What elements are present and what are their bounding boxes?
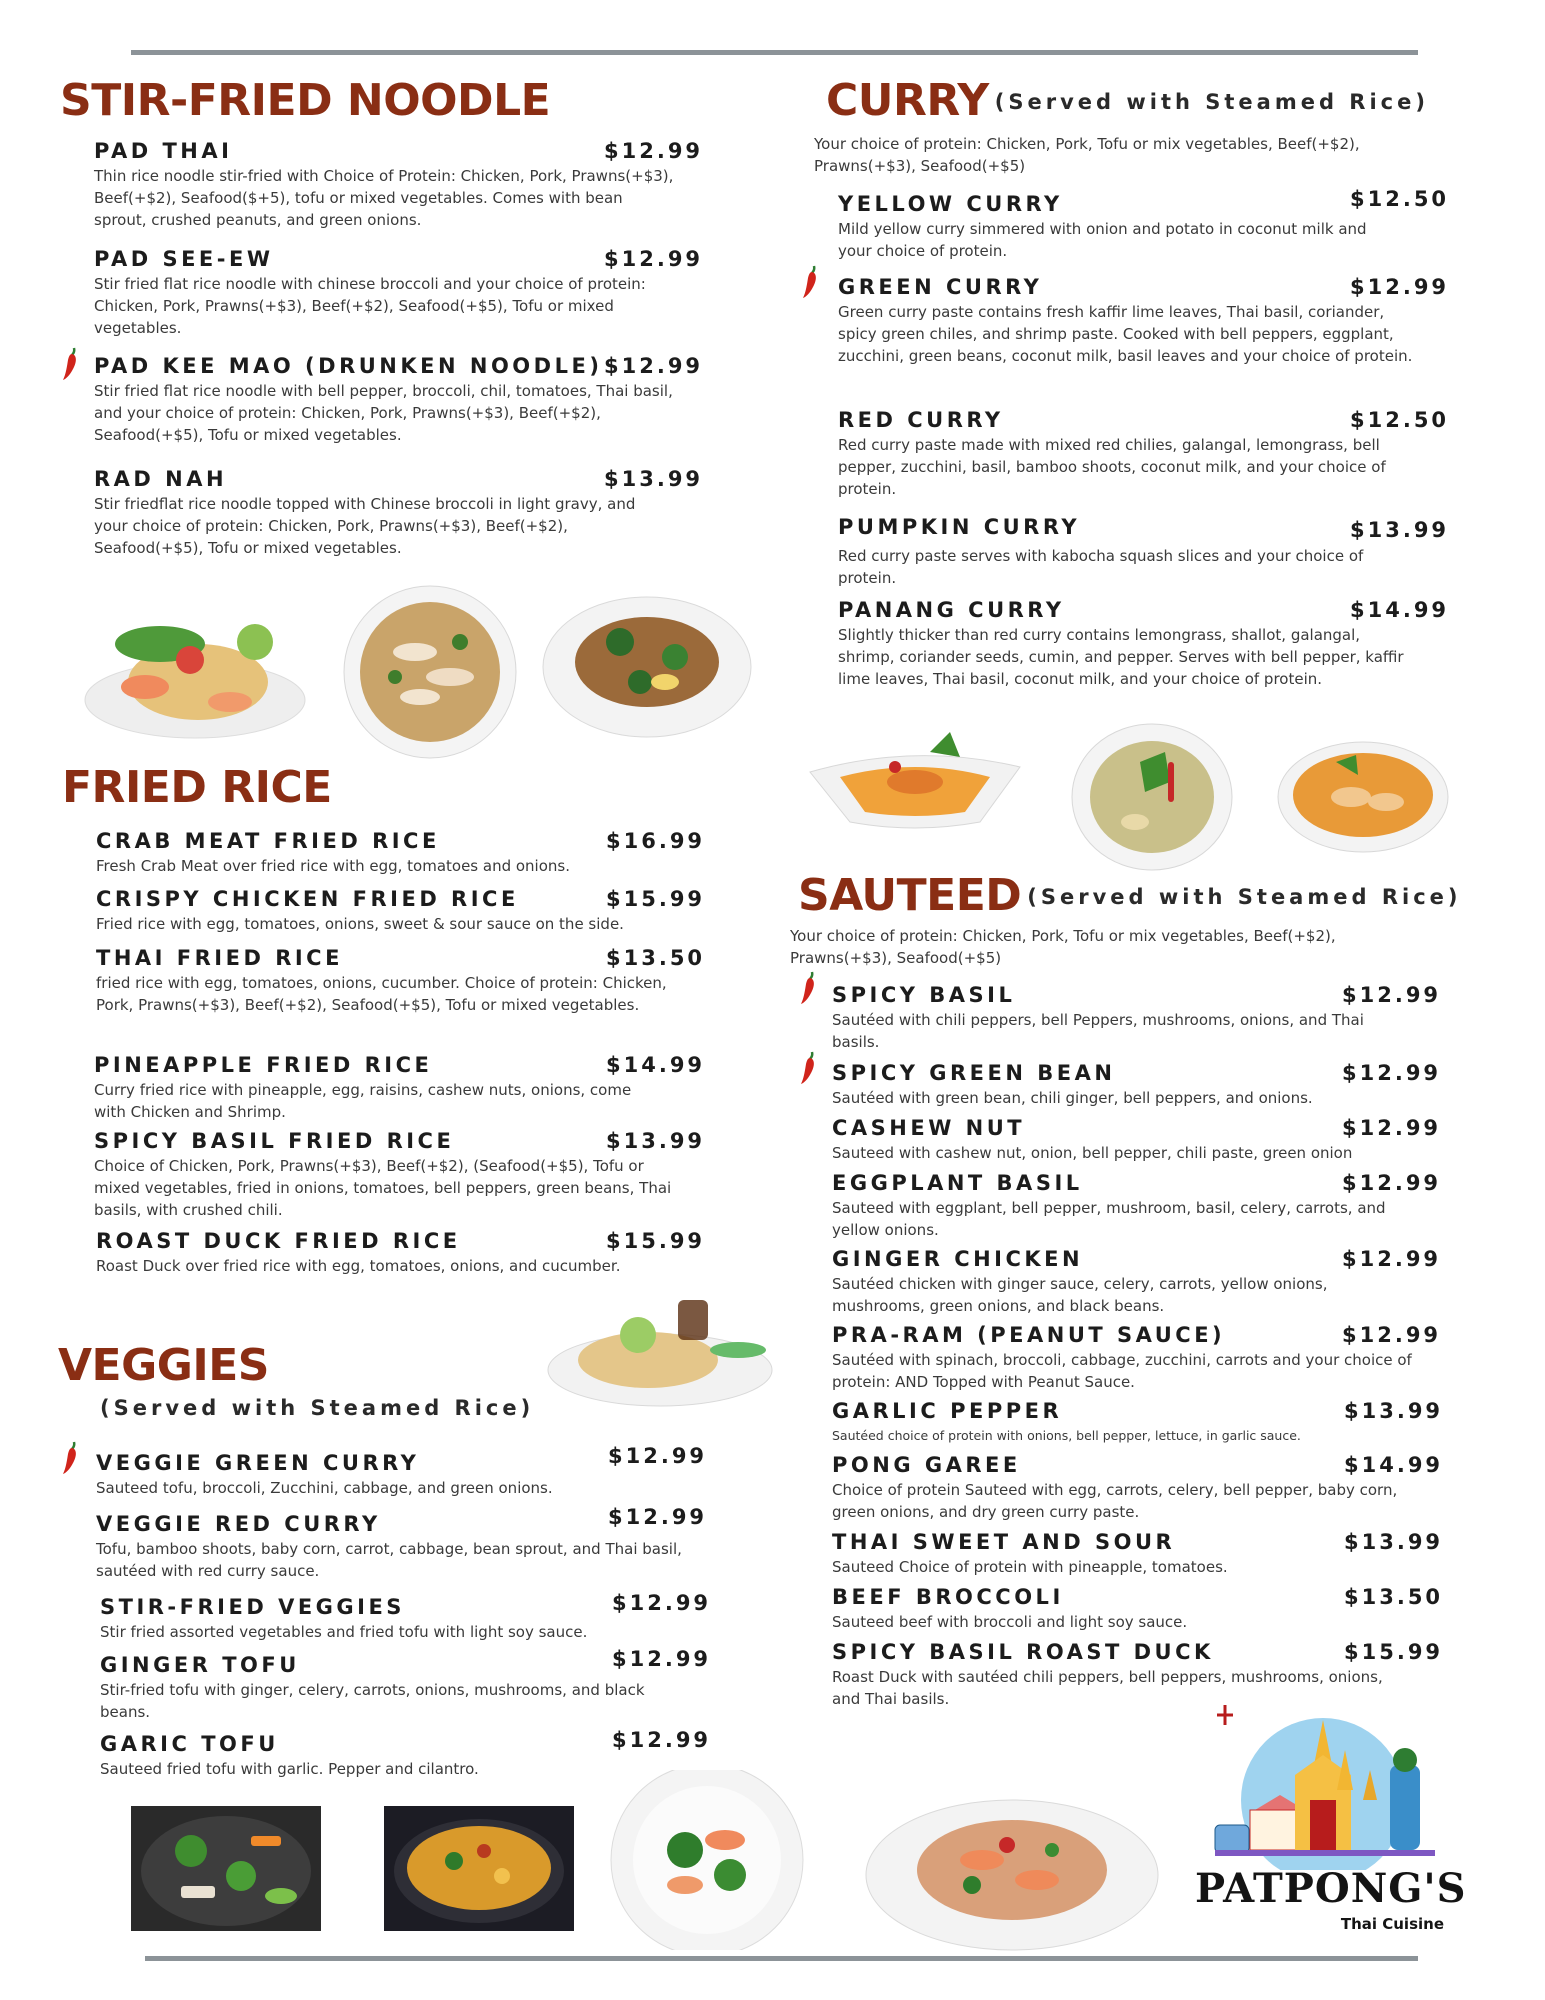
item-description: Slightly thicker than red curry contains lemongrass, shallot, galangal, shrimp, coriander seeds, cumin, and pepper. Serves with bell pepper, kaffir lime leaves, Thai basil, coconut milk, and your choice of protein. <box>838 626 1404 688</box>
panang-curry-photo <box>800 722 1030 837</box>
shrimp-broccoli-photo <box>605 1770 810 1950</box>
item-name: PUMPKIN CURRY <box>838 515 1081 539</box>
item-description: Mild yellow curry simmered with onion and potato in coconut milk and your choice of protein. <box>838 220 1367 260</box>
sauteed-title-text: SAUTEED <box>798 870 1022 921</box>
item-name: BEEF BROCCOLI <box>832 1585 1064 1609</box>
item-description: Fresh Crab Meat over fried rice with egg, tomatoes and onions. <box>96 857 570 875</box>
veggie-red-curry-photo <box>384 1806 574 1931</box>
item-price: $12.50 <box>1350 187 1450 211</box>
item-price: $13.99 <box>606 1129 706 1153</box>
item-description: Thin rice noodle stir-fried with Choice of Protein: Chicken, Pork, Prawns(+$3), Beef(+$2), Seafood($+5), tofu or mixed vegetables. Comes with bean sprout, crushed peanuts, and green onions. <box>94 167 674 229</box>
item-description: Stir-fried tofu with ginger, celery, carrots, onions, mushrooms, and black beans. <box>100 1681 645 1721</box>
item-price: $12.99 <box>1342 1323 1442 1347</box>
item-name: PINEAPPLE FRIED RICE <box>94 1053 433 1077</box>
curry-title-text: CURRY <box>826 75 989 126</box>
item-name: THAI FRIED RICE <box>96 946 343 970</box>
item-price: $12.99 <box>1342 1247 1442 1271</box>
rad-nah-squid-photo <box>340 582 520 762</box>
item-price: $12.99 <box>1342 1171 1442 1195</box>
chili-spicy-icon <box>60 346 82 382</box>
item-description: Sautéed with spinach, broccoli, cabbage, zucchini, carrots and your choice of protein: AND Topped with Peanut Sauce. <box>832 1351 1412 1391</box>
item-price: $15.99 <box>1344 1640 1444 1664</box>
spicy-seafood-photo <box>862 1790 1162 1955</box>
item-description: Sauteed with cashew nut, onion, bell pepper, chili paste, green onion <box>832 1144 1353 1162</box>
item-description: fried rice with egg, tomatoes, onions, cucumber. Choice of protein: Chicken, Pork, Prawns(+$3), Beef(+$2), Seafood(+$5), Tofu or mixed vegetables. <box>96 974 667 1014</box>
item-name: CRAB MEAT FRIED RICE <box>96 829 440 853</box>
item-name: GARIC TOFU <box>100 1732 279 1756</box>
curry-intro: Your choice of protein: Chicken, Pork, Tofu or mix vegetables, Beef(+$2), Prawns(+$3), Seafood(+$5) <box>814 135 1360 175</box>
item-price: $12.99 <box>1350 275 1450 299</box>
veggies-title: VEGGIES <box>58 1340 269 1391</box>
item-price: $12.99 <box>1342 983 1442 1007</box>
item-description: Red curry paste made with mixed red chilies, galangal, lemongrass, bell pepper, zucchini, basil, bamboo shoots, coconut milk, and your choice of protein. <box>838 436 1386 498</box>
item-description: Roast Duck over fried rice with egg, tomatoes, onions, and cucumber. <box>96 1257 621 1275</box>
item-price: $13.50 <box>1344 1585 1444 1609</box>
item-description: Stir fried flat rice noodle with chinese broccoli and your choice of protein: Chicken, Pork, Prawns(+$3), Beef(+$2), Seafood(+$5), Tofu or mixed vegetables. <box>94 275 646 337</box>
item-description: Roast Duck with sautéed chili peppers, bell peppers, mushrooms, onions, and Thai basils. <box>832 1668 1383 1708</box>
item-description: Fried rice with egg, tomatoes, onions, sweet & sour sauce on the side. <box>96 915 624 933</box>
item-description: Sauteed Choice of protein with pineapple, tomatoes. <box>832 1558 1228 1576</box>
item-description: Sautéed with chili peppers, bell Peppers, mushrooms, onions, and Thai basils. <box>832 1011 1364 1051</box>
veggies-subtitle: (Served with Steamed Rice) <box>100 1396 535 1420</box>
item-price: $12.99 <box>604 354 704 378</box>
item-price: $13.99 <box>1350 518 1450 542</box>
item-price: $13.99 <box>1344 1530 1444 1554</box>
item-description: Curry fried rice with pineapple, egg, raisins, cashew nuts, onions, come with Chicken and Shrimp. <box>94 1081 632 1121</box>
item-description: Green curry paste contains fresh kaffir lime leaves, Thai basil, coriander, spicy green chiles, and shrimp paste. Cooked with bell peppers, eggplant, zucchini, green beans, coconut milk, basil leaves and your choice of protein. <box>838 303 1413 365</box>
item-price: $12.99 <box>612 1591 712 1615</box>
item-description: Sautéed with green bean, chili ginger, bell peppers, and onions. <box>832 1089 1313 1107</box>
item-description: Red curry paste serves with kabocha squash slices and your choice of protein. <box>838 547 1364 587</box>
item-name: YELLOW CURRY <box>838 192 1063 216</box>
brand-subtitle: Thai Cuisine <box>1340 1915 1444 1933</box>
item-name: VEGGIE RED CURRY <box>96 1512 381 1536</box>
stir-fried-veggies-photo <box>131 1806 321 1931</box>
item-price: $15.99 <box>606 887 706 911</box>
item-name: ROAST DUCK FRIED RICE <box>96 1229 461 1253</box>
item-name: RAD NAH <box>94 467 228 491</box>
item-name: PAD KEE MAO (DRUNKEN NOODLE) <box>94 354 603 378</box>
chili-spicy-icon <box>60 1440 82 1476</box>
item-name: CASHEW NUT <box>832 1116 1026 1140</box>
item-name: STIR-FRIED VEGGIES <box>100 1595 405 1619</box>
item-description: Sauteed with eggplant, bell pepper, mushroom, basil, celery, carrots, and yellow onions. <box>832 1199 1386 1239</box>
item-description: Tofu, bamboo shoots, baby corn, carrot, cabbage, bean sprout, and Thai basil, sautéed with red curry sauce. <box>96 1540 682 1580</box>
item-price: $13.99 <box>604 467 704 491</box>
item-description: Stir fried assorted vegetables and fried tofu with light soy sauce. <box>100 1623 588 1641</box>
item-name: PANANG CURRY <box>838 598 1065 622</box>
curry-served-note: (Served with Steamed Rice) <box>994 90 1429 114</box>
item-name: SPICY BASIL <box>832 983 1016 1007</box>
item-name: SPICY GREEN BEAN <box>832 1061 1116 1085</box>
item-name: PAD THAI <box>94 139 233 163</box>
item-name: GREEN CURRY <box>838 275 1043 299</box>
item-description: Sautéed chicken with ginger sauce, celery, carrots, yellow onions, mushrooms, green onions, and black beans. <box>832 1275 1328 1315</box>
item-price: $13.99 <box>1344 1399 1444 1423</box>
item-description: Sauteed fried tofu with garlic. Pepper and cilantro. <box>100 1760 479 1778</box>
item-name: SPICY BASIL FRIED RICE <box>94 1129 455 1153</box>
item-price: $12.99 <box>1342 1061 1442 1085</box>
chili-spicy-icon <box>800 264 822 300</box>
green-curry-photo <box>1070 722 1235 872</box>
item-name: PONG GAREE <box>832 1453 1021 1477</box>
item-name: GINGER CHICKEN <box>832 1247 1084 1271</box>
item-name: GARLIC PEPPER <box>832 1399 1063 1423</box>
fried-rice-shrimp-photo <box>80 582 310 742</box>
noodle-title: STIR-FRIED NOODLE <box>60 75 551 126</box>
item-description: Choice of protein Sauteed with egg, carrots, celery, bell pepper, baby corn, green onions, and dry green curry paste. <box>832 1481 1398 1521</box>
brand-name: PATPONG'S <box>1195 1865 1467 1912</box>
item-price: $14.99 <box>1344 1453 1444 1477</box>
item-price: $12.99 <box>604 139 704 163</box>
fried-rice-plate-photo <box>543 1290 778 1410</box>
item-price: $12.50 <box>1350 408 1450 432</box>
item-name: CRISPY CHICKEN FRIED RICE <box>96 887 519 911</box>
item-description: Stir friedflat rice noodle topped with Chinese broccoli in light gravy, and your choice of protein: Chicken, Pork, Prawns(+$3), Beef(+$2), Seafood(+$5), Tofu or mixed vegetables. <box>94 495 636 557</box>
curry-title <box>826 75 1429 128</box>
item-price: $15.99 <box>606 1229 706 1253</box>
item-description: Sautéed choice of protein with onions, bell pepper, lettuce, in garlic sauce. <box>832 1428 1301 1443</box>
item-price: $16.99 <box>606 829 706 853</box>
temple-illustration <box>1195 1700 1450 1870</box>
item-description: Stir fried flat rice noodle with bell pepper, broccoli, chil, tomatoes, Thai basil, and your choice of protein: Chicken, Pork, Prawns(+$3), Beef(+$2), Seafood(+$5), Tofu or mixed vegetables. <box>94 382 673 444</box>
chili-spicy-icon <box>798 1050 820 1086</box>
top-rule <box>131 50 1418 55</box>
chili-spicy-icon <box>798 970 820 1006</box>
item-name: SPICY BASIL ROAST DUCK <box>832 1640 1214 1664</box>
item-price: $14.99 <box>606 1053 706 1077</box>
item-name: PRA-RAM (PEANUT SAUCE) <box>832 1323 1226 1347</box>
item-price: $12.99 <box>604 247 704 271</box>
item-price: $12.99 <box>612 1728 712 1752</box>
item-price: $12.99 <box>1342 1116 1442 1140</box>
item-price: $13.50 <box>606 946 706 970</box>
item-price: $12.99 <box>608 1505 708 1529</box>
red-curry-bowl-photo <box>1276 737 1451 867</box>
pad-see-ew-photo <box>540 582 755 742</box>
item-name: RED CURRY <box>838 408 1004 432</box>
item-name: THAI SWEET AND SOUR <box>832 1530 1176 1554</box>
item-name: EGGPLANT BASIL <box>832 1171 1083 1195</box>
item-name: VEGGIE GREEN CURRY <box>96 1451 420 1475</box>
item-description: Sauteed tofu, broccoli, Zucchini, cabbage, and green onions. <box>96 1479 553 1497</box>
sauteed-intro: Your choice of protein: Chicken, Pork, Tofu or mix vegetables, Beef(+$2), Prawns(+$3), Seafood(+$5) <box>790 927 1336 967</box>
item-name: PAD SEE-EW <box>94 247 274 271</box>
sauteed-title <box>798 870 1461 923</box>
item-price: $14.99 <box>1350 598 1450 622</box>
sauteed-served-note: (Served with Steamed Rice) <box>1027 885 1462 909</box>
fried-rice-title: FRIED RICE <box>62 762 332 813</box>
item-price: $12.99 <box>608 1444 708 1468</box>
brand-logo <box>1195 1700 1467 1950</box>
bottom-rule <box>145 1956 1418 1961</box>
item-description: Sauteed beef with broccoli and light soy sauce. <box>832 1613 1188 1631</box>
item-name: GINGER TOFU <box>100 1653 300 1677</box>
item-description: Choice of Chicken, Pork, Prawns(+$3), Beef(+$2), (Seafood(+$5), Tofu or mixed vegetables, fried in onions, tomatoes, bell peppers, green beans, Thai basils, with crushed chili. <box>94 1157 672 1219</box>
item-price: $12.99 <box>612 1647 712 1671</box>
